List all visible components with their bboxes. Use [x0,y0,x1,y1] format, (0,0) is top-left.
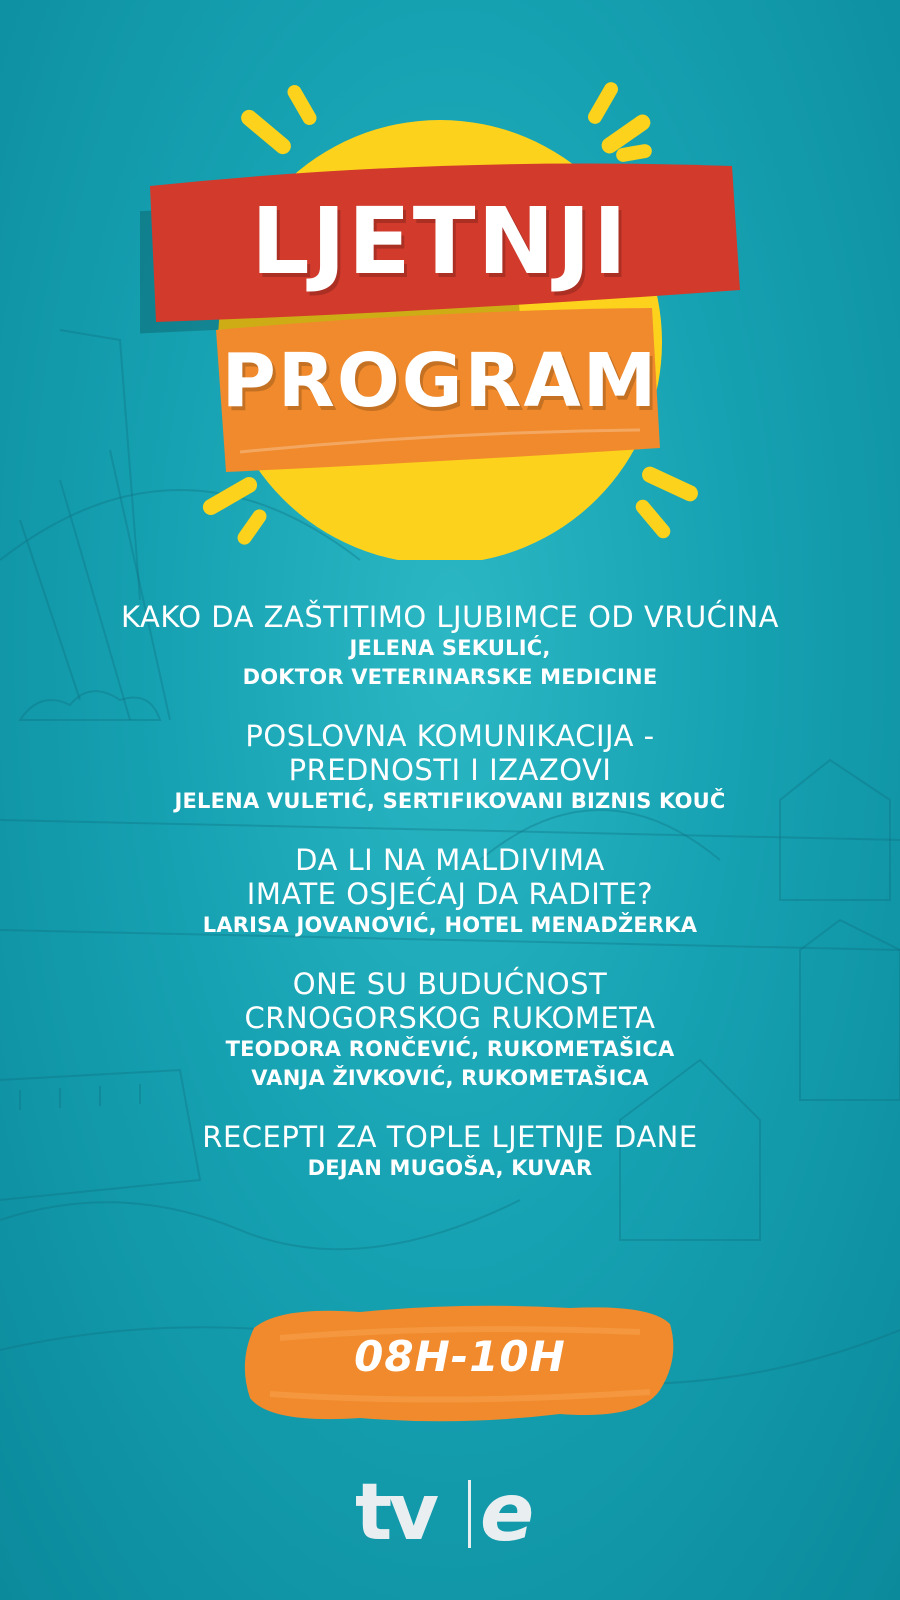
lineup-item [0,843,900,940]
tve-logo [355,1468,555,1558]
brand-tv: tv [355,1468,436,1558]
topic-title: KAKO DA ZAŠTITIMO LJUBIMCE OD VRUĆINA [120,600,780,634]
guest-line: JELENA SEKULIĆ, [349,636,551,660]
brand-separator [468,1480,471,1548]
topic-title: PREDNOSTI I IZAZOVI [288,753,612,787]
guest-line: TEODORA RONČEVIĆ, RUKOMETAŠICA [225,1037,675,1061]
topic-title: DA LI NA MALDIVIMA [295,843,605,877]
brand-e: e [480,1466,535,1559]
lineup-item [0,719,900,816]
logo-word-program: PROGRAM [221,338,659,424]
logo-graphic [140,80,740,560]
broadcast-time: 08H-10H [354,1332,566,1381]
logo-word-ljetnji: LJETNJI [251,188,629,295]
lineup-item [0,967,900,1093]
lineup-item [0,1120,900,1183]
topic-title: ONE SU BUDUĆNOST [292,967,608,1001]
program-lineup [0,600,900,1210]
topic-title: CRNOGORSKOG RUKOMETA [244,1001,656,1035]
guest-line: VANJA ŽIVKOVIĆ, RUKOMETAŠICA [251,1066,649,1090]
guest-line: LARISA JOVANOVIĆ, HOTEL MENADŽERKA [202,913,698,937]
topic-title: IMATE OSJEĆAJ DA RADITE? [246,877,654,911]
guest-line: DOKTOR VETERINARSKE MEDICINE [242,665,658,689]
guest-line: DEJAN MUGOŠA, KUVAR [307,1156,593,1180]
lineup-item [0,600,900,692]
topic-title: POSLOVNA KOMUNIKACIJA - [245,719,655,753]
topic-title: RECEPTI ZA TOPLE LJETNJE DANE [202,1120,698,1154]
logo [140,80,740,560]
time-badge [240,1298,680,1428]
guest-line: JELENA VULETIĆ, SERTIFIKOVANI BIZNIS KOUČ [174,789,726,813]
